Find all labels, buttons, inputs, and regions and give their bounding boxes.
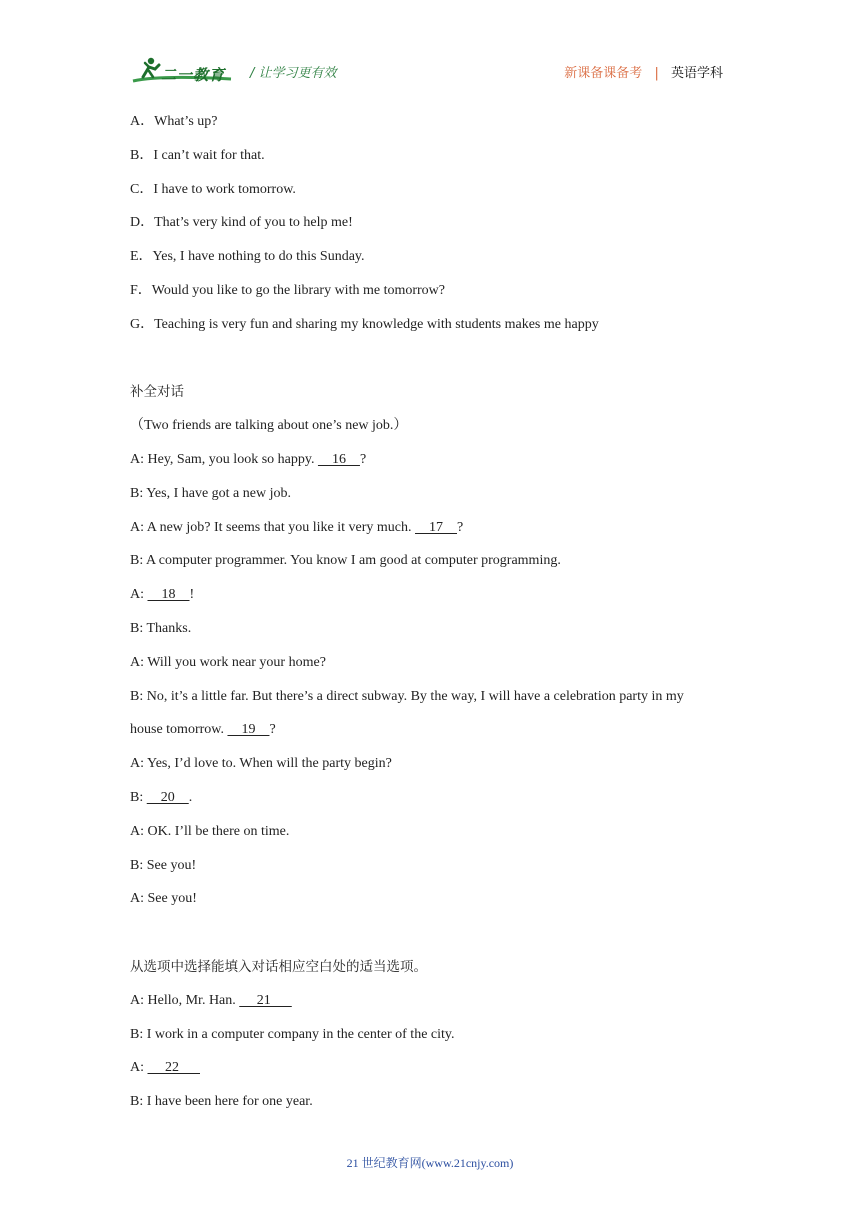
option-e: E．Yes, I have nothing to do this Sunday. [130, 249, 365, 264]
dialogue-line [130, 992, 292, 1010]
option-d: D．That’s very kind of you to help me! [130, 215, 353, 230]
answer-blank-19[interactable]: 19 [227, 722, 270, 737]
site-logo[interactable] [131, 55, 241, 89]
dialogue-line [130, 451, 366, 469]
dialogue-line [130, 789, 192, 807]
dialogue-line: A: Will you work near your home? [130, 655, 326, 670]
dialogue-line: B: A computer programmer. You know I am good at computer programming. [130, 553, 561, 568]
dialogue-punct: . [188, 790, 193, 805]
dialogue-punct: ? [359, 452, 367, 467]
header-separator: | [654, 66, 659, 81]
dialogue-text: A: A new job? It seems that you like it very much. [130, 520, 416, 535]
dialogue-line: B: Thanks. [130, 621, 192, 636]
dialogue-text: A: [130, 1060, 148, 1075]
dialogue-line: B: See you! [130, 858, 197, 873]
dialogue-text: A: Hey, Sam, you look so happy. [130, 452, 318, 467]
option-g: G．Teaching is very fun and sharing my knowledge with students makes me happy [130, 317, 599, 332]
dialogue-line: B: I have been here for one year. [130, 1094, 313, 1109]
dialogue-line [130, 721, 276, 739]
dialogue-text: house tomorrow. [130, 722, 228, 737]
dialogue-punct: ! [189, 587, 195, 602]
dialogue-text: A: Hello, Mr. Han. [130, 993, 240, 1008]
dialogue-punct: ? [269, 722, 276, 737]
option-c: C．I have to work tomorrow. [130, 182, 296, 197]
page-header [0, 0, 860, 100]
dialogue-line [130, 586, 194, 604]
dialogue-line: A: OK. I’ll be there on time. [130, 824, 290, 839]
answer-blank-18[interactable]: 18 [147, 587, 190, 602]
slogan: / 让学习更有效 [250, 66, 337, 81]
answer-blank-16[interactable]: 16 [317, 452, 360, 467]
dialogue-line: B: No, it’s a little far. But there’s a direct subway. By the way, I will have a celebration party in my [130, 689, 684, 704]
dialogue-line [130, 519, 463, 537]
option-f: F．Would you like to go the library with me tomorrow? [130, 283, 445, 298]
dialogue-line: A: See you! [130, 891, 197, 906]
subject-label: 英语学科 [670, 66, 723, 81]
option-a: A．What’s up? [130, 114, 218, 129]
dialogue-line: B: Yes, I have got a new job. [130, 486, 291, 501]
course-label: 新课备课备考 [564, 66, 643, 81]
answer-blank-22[interactable]: 22 [147, 1060, 200, 1075]
option-b: B．I can’t wait for that. [130, 148, 265, 163]
header-course-info [564, 62, 723, 81]
page-footer[interactable]: 21 世纪教育网(www.21cnjy.com) [346, 1156, 514, 1170]
section-title: 补全对话 [130, 384, 184, 400]
dialogue-intro: （Two friends are talking about one’s new job.） [130, 418, 408, 433]
answer-blank-20[interactable]: 20 [146, 790, 189, 805]
dialogue-line [130, 1059, 200, 1077]
logo-text: 二一教育 [161, 66, 226, 84]
section-title: 从选项中选择能填入对话相应空白处的适当选项。 [130, 959, 427, 975]
answer-blank-17[interactable]: 17 [415, 520, 458, 535]
dialogue-punct: ? [457, 520, 464, 535]
dialogue-line: A: Yes, I’d love to. When will the party begin? [130, 756, 392, 771]
answer-blank-21[interactable]: 21 [239, 993, 292, 1008]
dialogue-text: A: [130, 587, 148, 602]
dialogue-text: B: [130, 790, 147, 805]
dialogue-line: B: I work in a computer company in the center of the city. [130, 1027, 455, 1042]
